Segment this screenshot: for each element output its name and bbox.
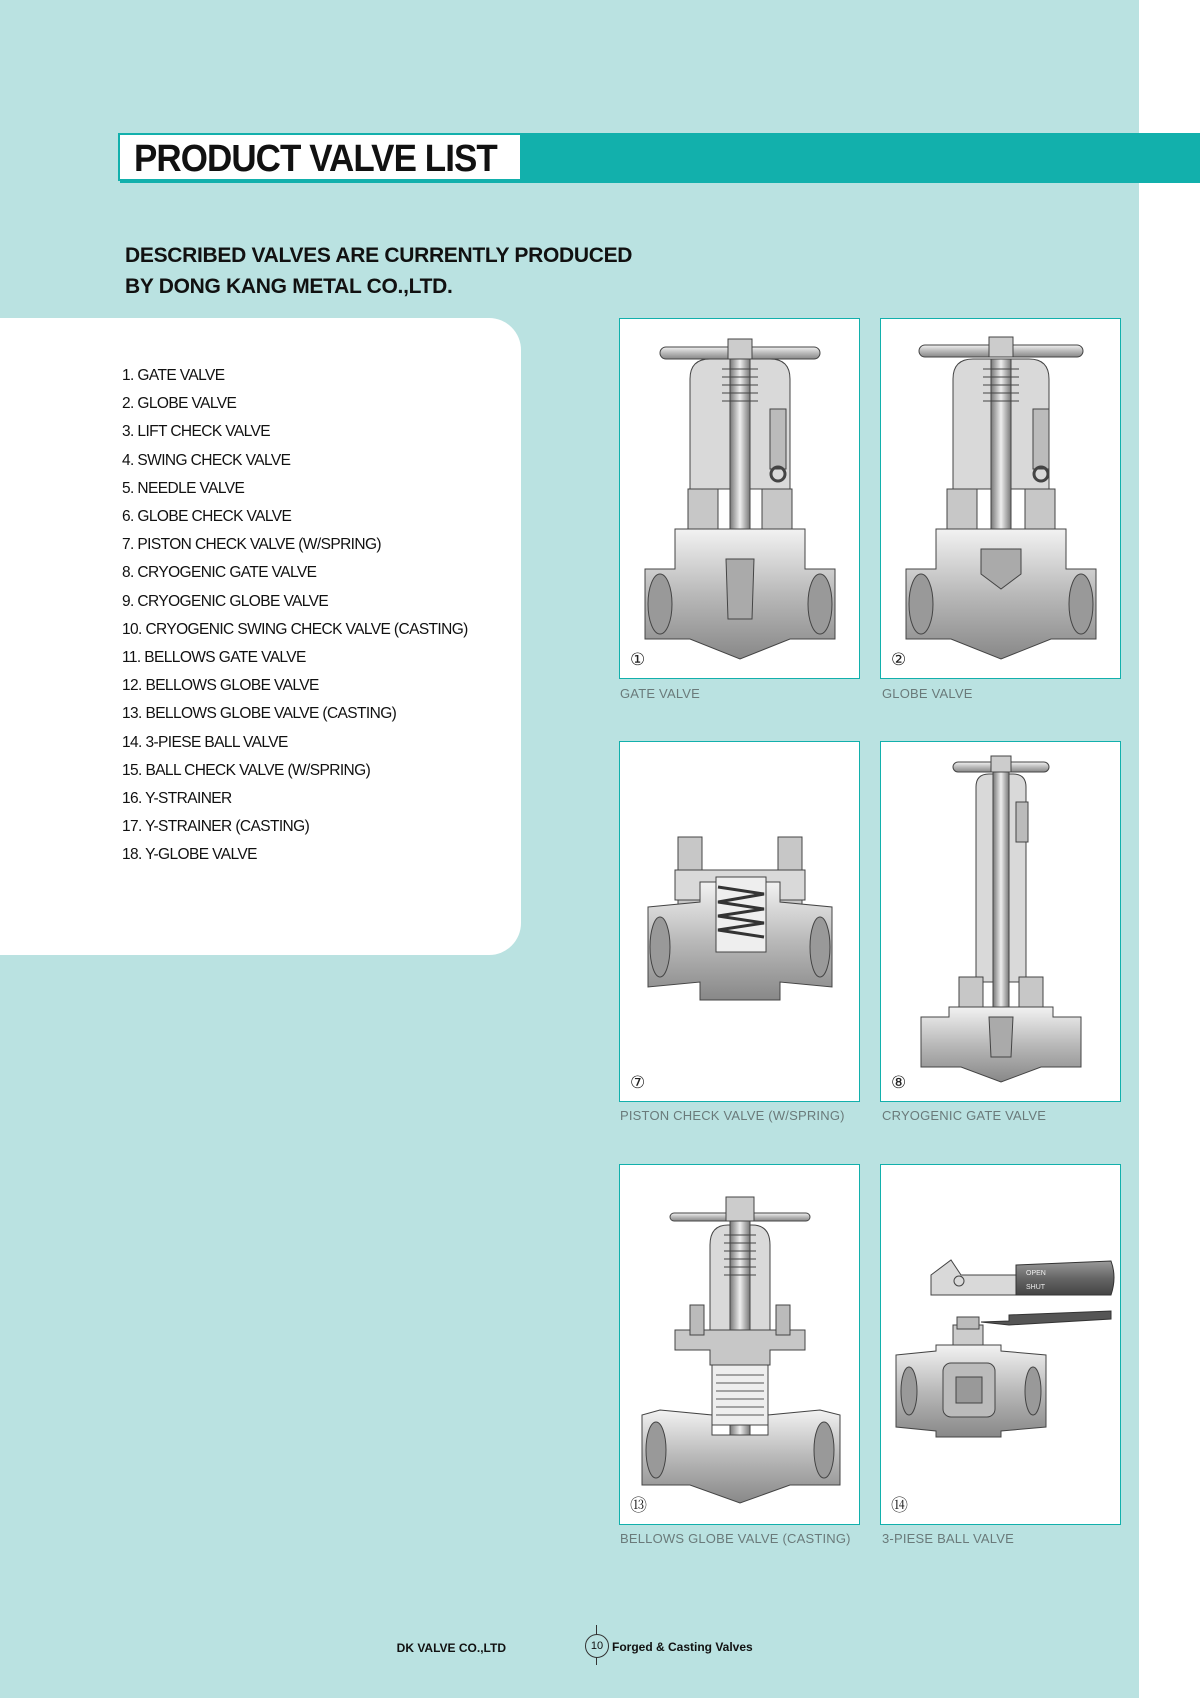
valve-list xyxy=(122,362,468,870)
product-card-piston-check-valve xyxy=(619,741,860,1102)
page-number: 10 xyxy=(585,1634,609,1658)
subtitle-line-1: DESCRIBED VALVES ARE CURRENTLY PRODUCED xyxy=(125,244,633,267)
list-item: 16. Y-STRAINER xyxy=(122,790,232,808)
card-caption: GLOBE VALVE xyxy=(882,686,973,701)
list-item: 15. BALL CHECK VALVE (W/SPRING) xyxy=(122,761,371,779)
list-item: 14. 3-PIESE BALL VALVE xyxy=(122,733,288,751)
bellows-globe-valve-icon xyxy=(620,1165,861,1526)
list-item: 2. GLOBE VALVE xyxy=(122,395,237,413)
list-item: 9. CRYOGENIC GLOBE VALVE xyxy=(122,592,329,610)
valve-list-panel xyxy=(0,318,521,955)
card-number: ⑭ xyxy=(891,1496,908,1516)
footer xyxy=(0,1633,1139,1663)
gate-valve-icon xyxy=(620,319,861,680)
list-item: 6. GLOBE CHECK VALVE xyxy=(122,508,292,526)
card-caption: BELLOWS GLOBE VALVE (CASTING) xyxy=(620,1531,851,1546)
list-item: 3. LIFT CHECK VALVE xyxy=(122,423,270,441)
card-number: ⑬ xyxy=(630,1496,647,1516)
footer-company: DK VALVE CO.,LTD xyxy=(396,1641,506,1655)
list-item: 18. Y-GLOBE VALVE xyxy=(122,846,257,864)
card-caption: GATE VALVE xyxy=(620,686,701,701)
list-item: 8. CRYOGENIC GATE VALVE xyxy=(122,564,317,582)
footer-tagline: Forged & Casting Valves xyxy=(612,1640,753,1654)
piston-check-valve-icon xyxy=(620,742,861,1103)
card-number: ⑦ xyxy=(630,1073,646,1093)
list-item: 7. PISTON CHECK VALVE (W/SPRING) xyxy=(122,536,381,554)
ball-valve-icon xyxy=(881,1165,1122,1526)
card-number: ① xyxy=(630,650,646,670)
card-number: ⑧ xyxy=(891,1073,907,1093)
product-card-cryogenic-gate-valve xyxy=(880,741,1121,1102)
list-item: 1. GATE VALVE xyxy=(122,367,225,384)
product-card-ball-valve xyxy=(880,1164,1121,1525)
cryogenic-gate-valve-icon xyxy=(881,742,1122,1103)
product-card-globe-valve xyxy=(880,318,1121,679)
product-card-bellows-globe-valve xyxy=(619,1164,860,1525)
list-item: 10. CRYOGENIC SWING CHECK VALVE (CASTING) xyxy=(122,620,468,638)
list-item: 13. BELLOWS GLOBE VALVE (CASTING) xyxy=(122,705,397,723)
list-item: 11. BELLOWS GATE VALVE xyxy=(122,649,306,667)
globe-valve-icon xyxy=(881,319,1122,680)
card-caption: 3-PIESE BALL VALVE xyxy=(882,1531,1014,1546)
subtitle xyxy=(125,240,632,302)
card-caption: CRYOGENIC GATE VALVE xyxy=(882,1108,1047,1123)
handle-shut-label: SHUT xyxy=(1026,1284,1046,1291)
title-box xyxy=(118,133,522,181)
card-caption: PISTON CHECK VALVE (W/SPRING) xyxy=(620,1108,845,1123)
list-item: 4. SWING CHECK VALVE xyxy=(122,451,291,469)
list-item: 12. BELLOWS GLOBE VALVE xyxy=(122,677,319,695)
list-item: 17. Y-STRAINER (CASTING) xyxy=(122,818,310,836)
list-item: 5. NEEDLE VALVE xyxy=(122,479,245,497)
subtitle-line-2: BY DONG KANG METAL CO.,LTD. xyxy=(125,275,453,298)
card-number: ② xyxy=(891,650,907,670)
page-title: PRODUCT VALVE LIST xyxy=(134,138,497,180)
product-card-gate-valve xyxy=(619,318,860,679)
handle-open-label: OPEN xyxy=(1026,1270,1046,1277)
